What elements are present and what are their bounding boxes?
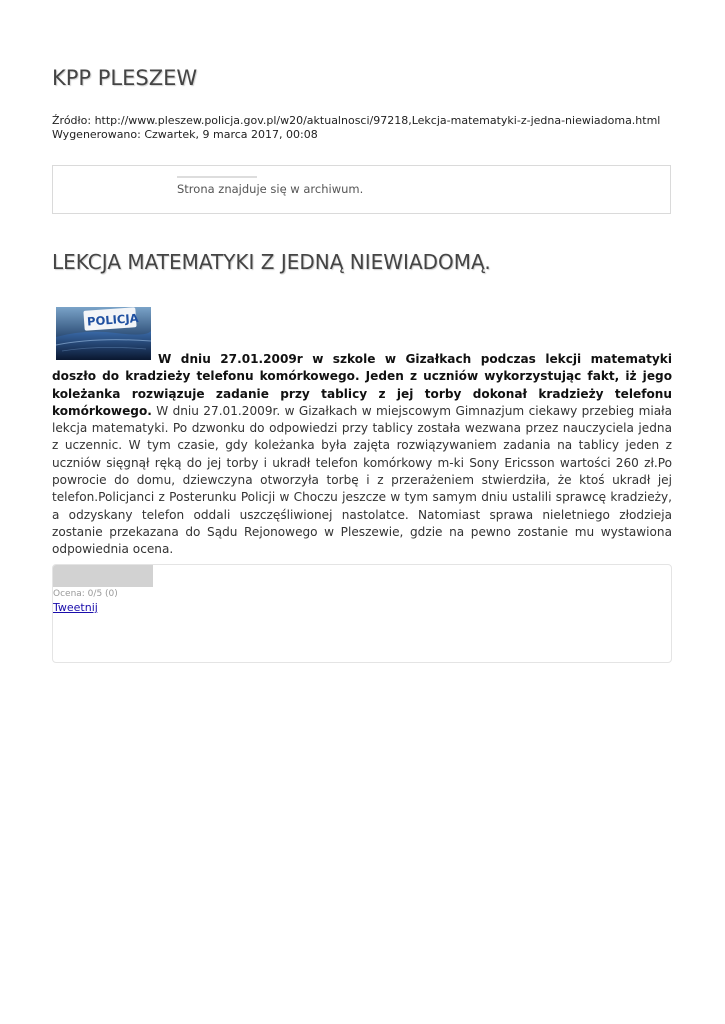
article-lead: W dniu 27.01.2009r w szkole w Gizałkach podczas lekcji matematyki doszło do kradzieży telefonu komórkowego. Jeden z uczniów wykorzystując fakt, iż jego koleżanka rozwiązuje zadanie przy tablicy z jej torby dokonał kradzieży telefonu komórkowego. <box>52 352 672 418</box>
site-title: KPP PLESZEW <box>52 66 198 90</box>
article-text: W dniu 27.01.2009r. w Gizałkach w miejscowym Gimnazjum ciekawy przebieg miała lekcja matematyki. Po dzwonku do odpowiedzi przy tablicy została wezwana przez nauczyciela jedna z uczennic. W tym czasie, gdy koleżanka była zajęta rozwiązywaniem zadania na tablicy jeden z uczniów sięgnął ręką do jej torby i ukradł telefon komórkowy m-ki Sony Ericsson wartości 260 zł.Po powrocie do domu, dziewczyna otworzyła torbę i z przerażeniem stwierdziła, że ktoś ukradł jej telefon.Policjanci z Posterunku Policji w Choczu jeszcze w tym samym dniu ustalili sprawcę kradzieży, a odzyskany telefon oddali uszczęśliwionej nastolatce. Natomiast sprawa nieletniego złodzieja zostanie przekazana do Sądu Rejonowego w Pleszewie, gdzie na pewno zostanie mu wystawiona odpowiednia ocena. <box>52 403 672 557</box>
article-title: LEKCJA MATEMATYKI Z JEDNĄ NIEWIADOMĄ. <box>52 250 491 274</box>
archive-notice-box <box>52 165 671 214</box>
archive-divider <box>177 176 257 178</box>
article-body <box>52 351 672 559</box>
source-url: Źródło: http://www.pleszew.policja.gov.pl/w20/aktualnosci/97218,Lekcja-matematyki-z-jedna-niewiadoma.html <box>52 114 661 127</box>
rating-stars-bar[interactable] <box>53 565 153 587</box>
document-meta <box>52 114 660 142</box>
rating-box <box>52 564 672 663</box>
police-label: POLICJA <box>86 311 139 329</box>
archive-notice: Strona znajduje się w archiwum. <box>177 182 364 196</box>
rating-text: Ocena: 0/5 (0) <box>53 589 118 599</box>
generated-date: Wygenerowano: Czwartek, 9 marca 2017, 00:08 <box>52 128 318 141</box>
tweet-link[interactable]: Tweetnij <box>53 601 98 614</box>
